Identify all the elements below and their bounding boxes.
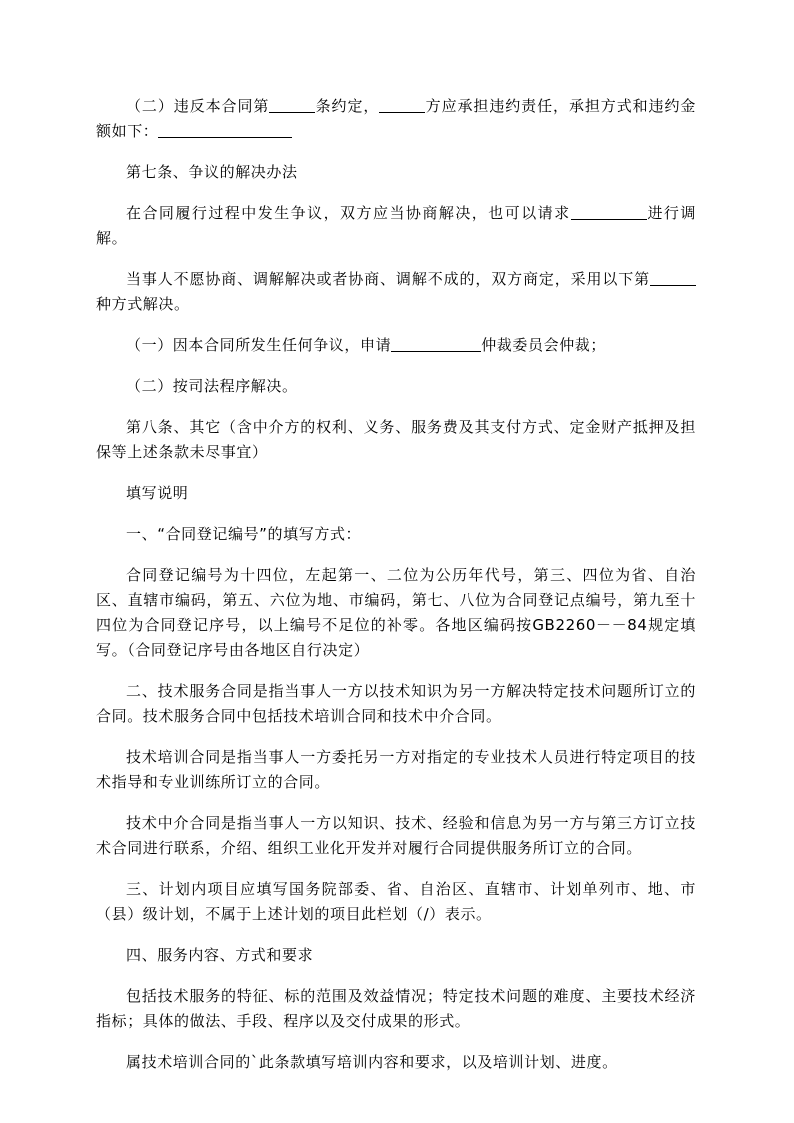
clause-6-2-breach-liability [96, 94, 696, 144]
article-8-other: 第八条、其它（含中介方的权利、义务、服务费及其支付方式、定金财产抵押及担保等上述条款未尽事宜） [96, 418, 696, 461]
text-segment: 仲裁委员会仲裁； [481, 336, 607, 354]
text-segment: 方应承担违约责任，承担方式和违约金额如下： [96, 97, 697, 140]
blank-liability-amount [158, 122, 292, 138]
blank-mediator [571, 204, 647, 220]
blank-clause-number [269, 97, 315, 113]
training-contract-definition: 技术培训合同是指当事人一方委托另一方对指定的专业技术人员进行特定项目的技术指导和专业训练所订立的合同。 [96, 748, 696, 791]
dispute-method-paragraph [96, 267, 696, 317]
instructions-heading: 填写说明 [126, 484, 189, 502]
text-segment: 当事人不愿协商、调解解决或者协商、调解不成的，双方商定，采用以下第 [126, 270, 650, 288]
text-segment: 种方式解决。 [96, 295, 190, 313]
article-7-heading: 第七条、争议的解决办法 [126, 163, 298, 181]
judicial-option: （二）按司法程序解决。 [126, 377, 298, 395]
document-body [96, 94, 696, 1091]
blank-method-number [650, 270, 696, 286]
service-content-explanation: 包括技术服务的特征、标的范围及效益情况；特定技术问题的难度、主要技术经济指标；具体的做法、手段、程序以及交付成果的形式。 [96, 987, 696, 1030]
blank-party [379, 97, 425, 113]
instruction-4-heading: 四、服务内容、方式和要求 [126, 946, 314, 964]
instruction-1-heading: 一、“合同登记编号”的填写方式： [126, 525, 362, 543]
training-content-note: 属技术培训合同的`此条款填写培训内容和要求，以及培训计划、进度。 [126, 1053, 618, 1071]
registration-number-explanation: 合同登记编号为十四位，左起第一、二位为公历年代号，第三、四位为省、自治区、直辖市编码，第五、六位为地、市编码，第七、八位为合同登记点编号，第九至十四位为合同登记序号，以上编号不足位的补零。各地区编码按GB2260－－84规定填写。（合同登记序号由各地区自行决定） [96, 566, 696, 659]
arbitration-option [96, 333, 696, 358]
text-segment: （二）违反本合同第 [126, 97, 270, 115]
text-segment: 进行调解。 [96, 204, 696, 247]
instruction-3-plan-projects: 三、计划内项目应填写国务院部委、省、自治区、直辖市、计划单列市、地、市（县）级计划，不属于上述计划的项目此栏划（/）表示。 [96, 880, 696, 923]
intermediary-contract-definition: 技术中介合同是指当事人一方以知识、技术、经验和信息为另一方与第三方订立技术合同进行联系，介绍、组织工业化开发并对履行合同提供服务所订立的合同。 [96, 814, 696, 857]
dispute-mediation-paragraph [96, 201, 696, 251]
text-segment: （一）因本合同所发生任何争议，申请 [126, 336, 392, 354]
blank-arbitration-committee [391, 336, 481, 352]
instruction-2-service-contract: 二、技术服务合同是指当事人一方以技术知识为另一方解决特定技术问题所订立的合同。技术服务合同中包括技术培训合同和技术中介合同。 [96, 682, 696, 725]
text-segment: 条约定， [315, 97, 380, 115]
text-segment: 在合同履行过程中发生争议，双方应当协商解决，也可以请求 [126, 204, 571, 222]
